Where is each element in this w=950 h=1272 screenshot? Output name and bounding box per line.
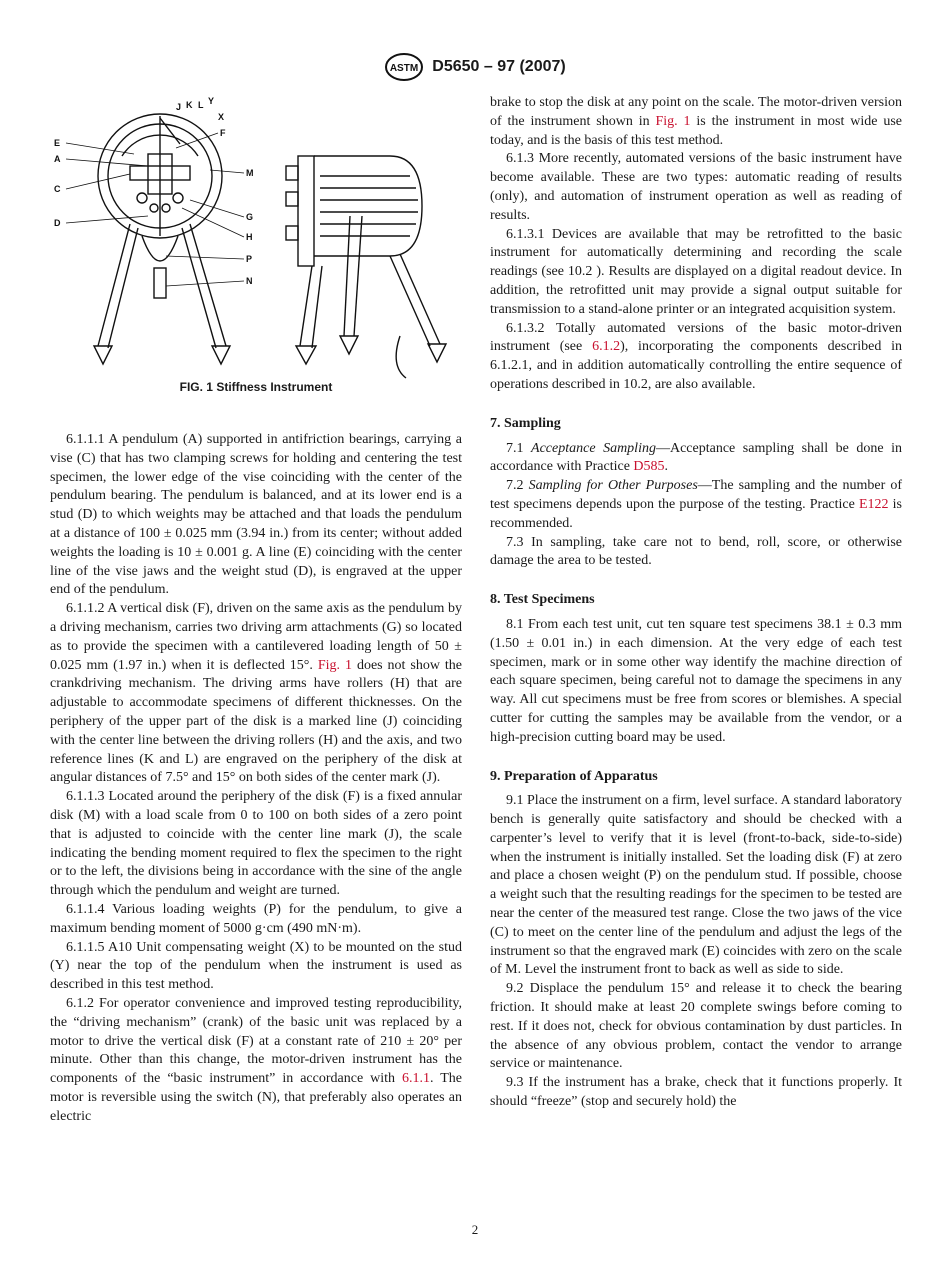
page-number: 2 [471,1222,479,1237]
right-column [490,94,902,1112]
figure-label: G [246,212,254,222]
figure-label: P [246,254,253,264]
figure-caption: FIG. 1 Stiffness Instrument [179,380,333,394]
section-6-1-2-link[interactable]: 6.1.2 [592,339,621,355]
paragraph-9-2: 9.2 Displace the pendulum 15° and release it to check the bearing friction. It should make at least 20 complete swings before coming to rest. If it does not, check for obvious contamination by dust particles. In the absence of any obvious problem, contact the vendor to arrange service or maintenance. [490,981,902,1072]
paragraph-7-1: 7.1 Acceptance Sampling—Acceptance sampling shall be done in accordance with Practice D585. [490,440,902,475]
svg-text:ASTM: ASTM [390,63,419,74]
figure-label: E [54,138,61,148]
paragraph-7-2: 7.2 Sampling for Other Purposes—The sampling and the number of test specimens depends upon the purpose of the testing. Practice E122 is recommended. [490,478,903,531]
figure-label: L [198,100,204,110]
paragraph-9-1: 9.1 Place the instrument on a firm, level surface. A standard laboratory bench is generally quite satisfactory and should be checked with a carpenter’s level to verify that it is level (front-to-back, side-to-side) when the instrument is initially installed. Set the loading disk (F) at zero and place a chosen weight (P) on the pendulum stud. If possible, choose a weight such that the resulting readings for the specimen to be tested are near the center of the measured test range. Close the two jaws of the vice (C) to meet on the center line of the pendulum and adjust the legs of the instrument so that the engraved mark (E) coincides with zero on the scale of M. Level the instrument front to back as well as side to side. [490,793,902,978]
figure-label: M [246,168,254,178]
paragraph-6-1-1-3: 6.1.1.3 Located around the periphery of the disk (F) is a fixed annular disk (M) with a load scale from 0 to 100 on both sides of a zero point that is adjusted to coincide with the center line mark (J), the scale indicating the bending moment required to flex the specimen to the right or to the left, the divisions being in accordance with the sine of the angle through which the pendulum and weight are turned. [50,789,462,899]
paragraph-6-1-2: 6.1.2 For operator convenience and improved testing reproducibility, the “driving mechanism” (crank) of the basic unit was replaced by a motor to drive the vertical disk (F) at a constant rate of 210 ± 20° per minute. Other than this change, the motor-driven instrument has the components of the “basic instrument” in accordance with 6.1.1. The motor is reversible using the switch (N), that preferably also operates an electric [50,995,463,1124]
astm-logo-icon [384,52,424,82]
figure-label: C [54,184,61,194]
paragraph-6-1-3: 6.1.3 More recently, automated versions of the basic instrument have become available. These are two types: automatic reading of results (only), and automation of instrument operation as well as reading of results. [490,151,902,223]
figure-label: F [220,128,226,138]
figure-label: J [176,102,182,112]
figure-label: Y [208,96,215,106]
standard-designation: D5650 – 97 (2007) [432,58,566,75]
figure-label: H [246,232,253,242]
d585-link[interactable]: D585 [633,459,665,475]
e122-link[interactable]: E122 [858,496,889,512]
fig-1-link[interactable]: Fig. 1 [655,113,691,129]
section-6-1-1-link[interactable]: 6.1.1 [402,1071,431,1087]
stiffness-instrument-figure [50,96,462,406]
paragraph-6-1-1-4: 6.1.1.4 Various loading weights (P) for the pendulum, to give a maximum bending moment of 5000 g·cm (490 mN·m). [50,901,462,936]
section-heading-preparation: 9. Preparation of Apparatus [490,768,658,784]
paragraph-6-1-3-1: 6.1.3.1 Devices are available that may be retrofitted to the basic instrument for automatically determining and recording the scale readings (see 10.2 ). Results are displayed on a digital readout device. In addition, the retrofitted unit may provide a signal output suitable for transmission to a stand-alone printer or an integrated acquisition system. [490,226,902,317]
paragraph-7-3: 7.3 In sampling, take care not to bend, roll, score, or otherwise damage the area to be tested. [490,534,902,569]
figure-label: N [246,276,253,286]
figure-label: K [186,100,193,110]
paragraph-9-3: 9.3 If the instrument has a brake, check that it functions properly. It should “freeze” (stop and securely hold) the [490,1075,902,1110]
section-heading-test-specimens: 8. Test Specimens [490,592,595,608]
paragraph-6-1-2-cont: brake to stop the disk at any point on the scale. The motor-driven version of the instrument shown in Fig. 1 is the instrument in most wide use today, and is the basis of this test method. [490,95,902,148]
page-header [0,52,950,82]
paragraph-6-1-1-2: 6.1.1.2 A vertical disk (F), driven on the same axis as the pendulum by a driving mechanism, carries two driving arm attachments (G) so located as to provide the specimen with a cantilevered loading length of 50 ± 0.025 mm (1.97 in.) when it is deflected 15°. Fig. 1 does not show the crankdriving mechanism. The driving arms have rollers (H) that are adjustable to accommodate specimens of different thicknesses. On the periphery of the upper part of the disk is a marked line (J) coinciding with the center line between the driving rollers (H) and the axis, and two reference lines (K and L) are engraved on the periphery of the disk at angular distances of 7.5° and 15° on both sides of the center mark (J). [50,601,462,786]
fig-1-link[interactable]: Fig. 1 [317,657,352,673]
section-heading-sampling: 7. Sampling [490,415,561,431]
figure-label: D [54,218,61,228]
paragraph-6-1-1-5: 6.1.1.5 A10 Unit compensating weight (X) to be mounted on the stud (Y) near the top of the pendulum when the instrument is used as described in this test method. [50,939,462,993]
paragraph-6-1-3-2: 6.1.3.2 Totally automated versions of the basic motor-driven instrument (see 6.1.2), incorporating the components described in 6.1.2.1, and in addition automatically controlling the entire sequence of operations described in 10.2, are also available. [490,320,903,392]
figure-label: A [54,154,61,164]
paragraph-8-1: 8.1 From each test unit, cut ten square test specimens 38.1 ± 0.3 mm (1.50 ± 0.01 in.) in each dimension. At the very edge of each test specimen, mark or in some other way identify the machine direction of each square specimen, being careful not to damage the specimens in any way. All cut specimens must be free from scores or blemishes. A special cutter for cutting the samples may be available from the vendor, or a high-precision cutting board may be used. [490,616,902,745]
left-column [50,431,462,1126]
paragraph-6-1-1-1: 6.1.1.1 A pendulum (A) supported in antifriction bearings, carrying a vise (C) that has two clamping screws for holding and centering the test specimen, the lower edge of the vise coinciding with the center of the pendulum bearing. The pendulum is balanced, and at its lower end is a stud (D) to which weights may be attached and that loads the pendulum at a distance of 100 ± 0.025 mm (3.94 in.) from its center; without added weights the loading is 10 ± 0.001 g. A line (E) coinciding with the center line of the vise jaws and the weight stud (D), is engraved at the upper end of the pendulum. [50,432,462,598]
figure-label: X [218,112,225,122]
